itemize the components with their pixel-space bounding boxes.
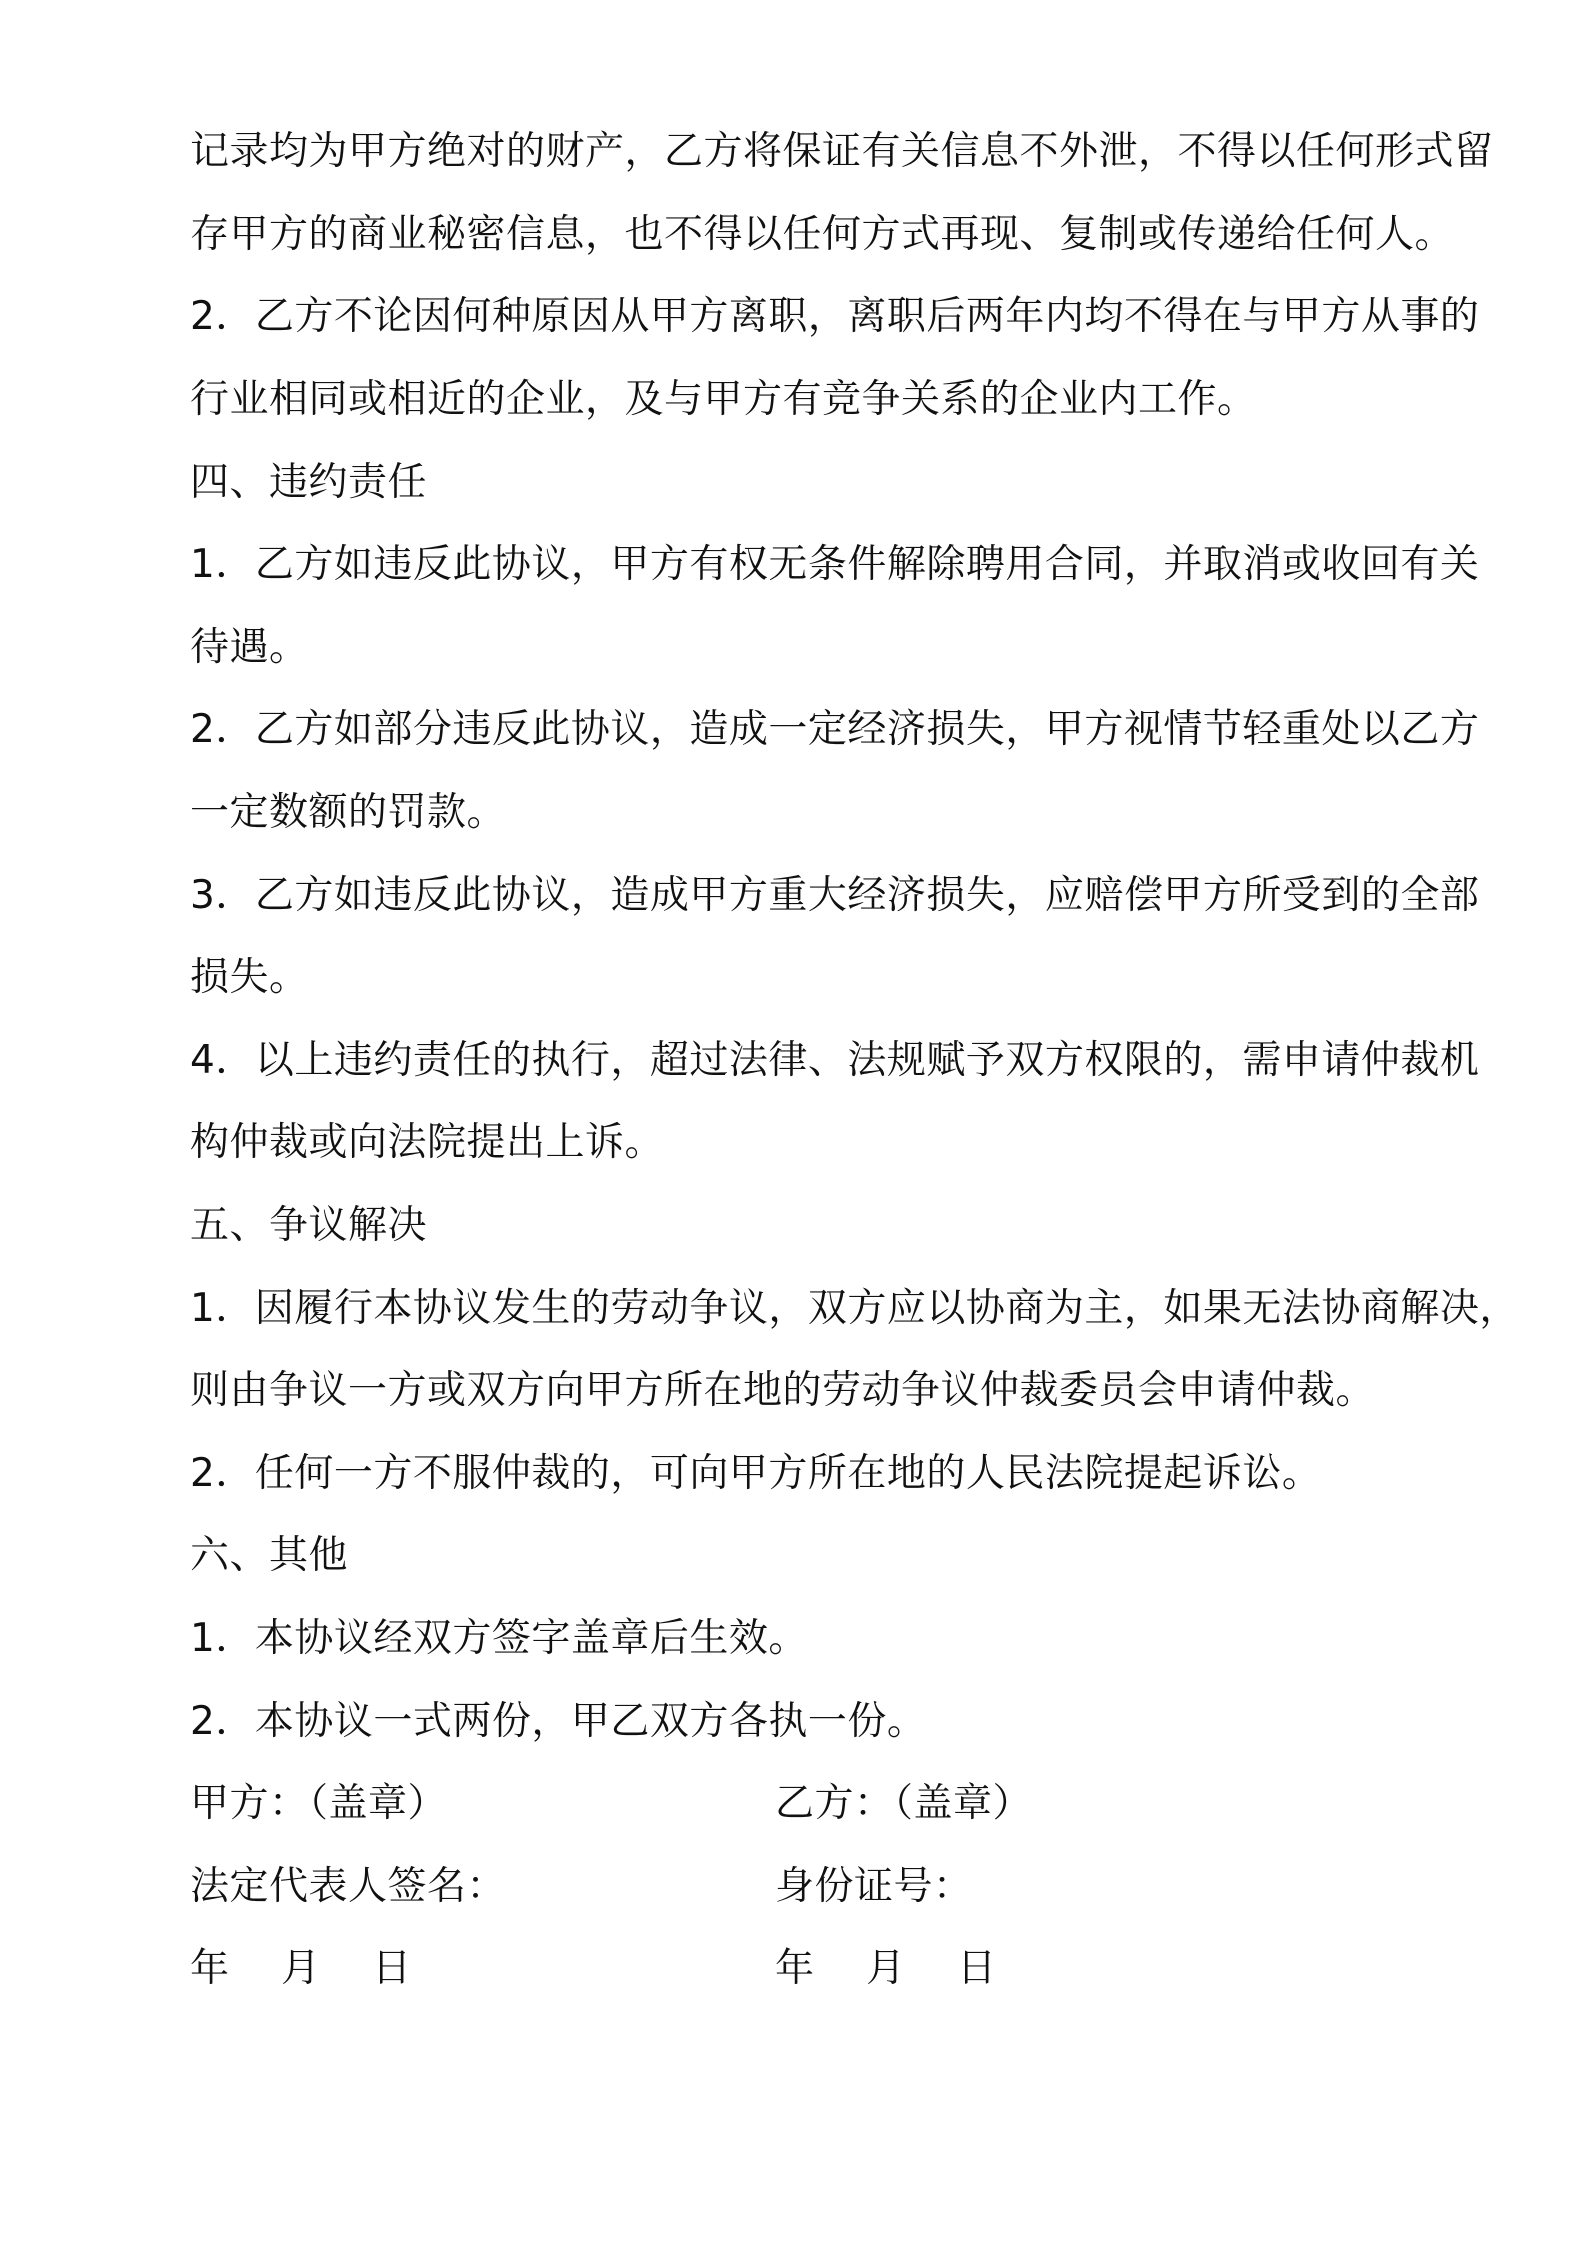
text-line: 1．因履行本协议发生的劳动争议，双方应以协商为主，如果无法协商解决， — [190, 1286, 1519, 1331]
text-line: 4．以上违约责任的执行，超过法律、法规赋予双方权限的，需申请仲裁机 — [190, 1038, 1480, 1083]
text-line: 2．任何一方不服仲裁的，可向甲方所在地的人民法院提起诉讼。 — [190, 1451, 1322, 1496]
text-line: 存甲方的商业秘密信息，也不得以任何方式再现、复制或传递给任何人。 — [190, 212, 1455, 257]
text-line: 则由争议一方或双方向甲方所在地的劳动争议仲裁委员会申请仲裁。 — [190, 1368, 1376, 1413]
text-line: 记录均为甲方绝对的财产，乙方将保证有关信息不外泄，不得以任何形式留 — [190, 129, 1494, 174]
party-a-representative-label: 法定代表人签名： — [190, 1864, 507, 1909]
party-a-date-label: 年 月 日 — [190, 1946, 412, 1991]
text-line: 损失。 — [190, 955, 309, 1000]
section-heading: 五、争议解决 — [190, 1203, 428, 1248]
party-b-seal-label: 乙方：（盖章） — [775, 1781, 1033, 1826]
text-line: 待遇。 — [190, 625, 309, 670]
text-line: 2．乙方不论因何种原因从甲方离职，离职后两年内均不得在与甲方从事的 — [190, 294, 1480, 339]
party-b-date-label: 年 月 日 — [775, 1946, 997, 1991]
text-line: 行业相同或相近的企业，及与甲方有竞争关系的企业内工作。 — [190, 377, 1257, 422]
text-line: 2．乙方如部分违反此协议，造成一定经济损失，甲方视情节轻重处以乙方 — [190, 707, 1480, 752]
text-line: 1．本协议经双方签字盖章后生效。 — [190, 1616, 808, 1661]
text-line: 2．本协议一式两份，甲乙双方各执一份。 — [190, 1699, 927, 1744]
section-heading: 六、其他 — [190, 1533, 349, 1578]
section-heading: 四、违约责任 — [190, 460, 428, 505]
party-a-seal-label: 甲方：（盖章） — [190, 1781, 448, 1826]
party-b-id-label: 身份证号： — [775, 1864, 973, 1909]
text-line: 一定数额的罚款。 — [190, 790, 507, 835]
text-line: 1．乙方如违反此协议，甲方有权无条件解除聘用合同，并取消或收回有关 — [190, 542, 1480, 587]
text-line: 3．乙方如违反此协议，造成甲方重大经济损失，应赔偿甲方所受到的全部 — [190, 873, 1480, 918]
text-line: 构仲裁或向法院提出上诉。 — [190, 1120, 665, 1165]
